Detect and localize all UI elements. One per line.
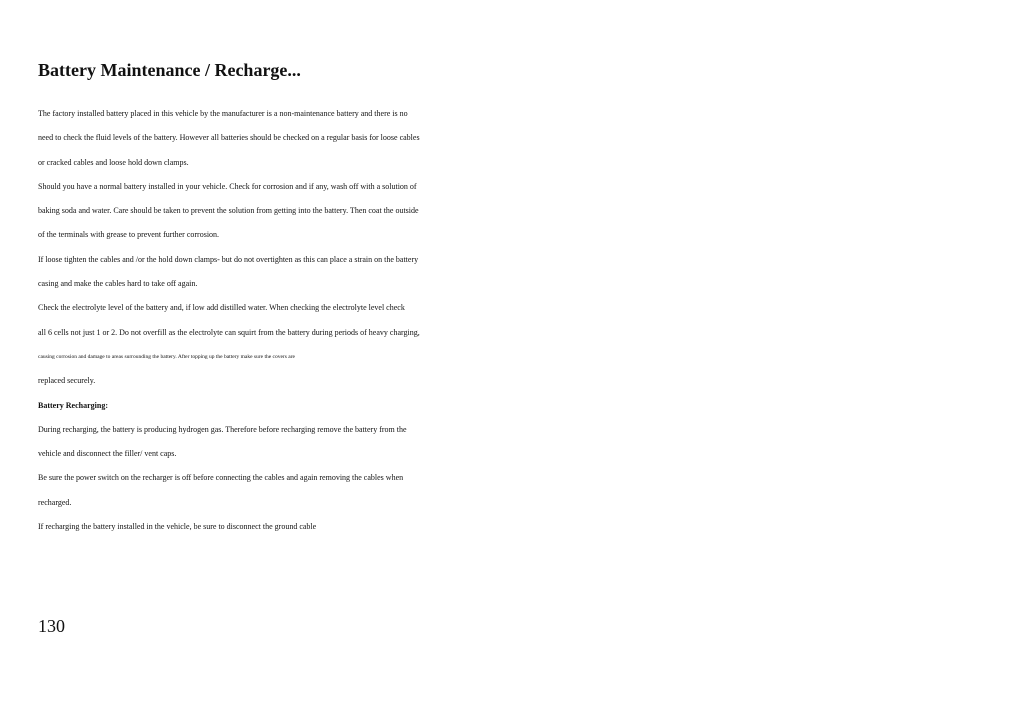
text-line: Check the electrolyte level of the battery and, if low add distilled water. When checking the electrolyte level check — [38, 303, 405, 313]
text-line: baking soda and water. Care should be taken to prevent the solution from getting into the battery. Then coat the outside — [38, 206, 419, 216]
text-line: During recharging, the battery is producing hydrogen gas. Therefore before recharging remove the battery from the — [38, 424, 407, 434]
text-line: all 6 cells not just 1 or 2. Do not overfill as the electrolyte can squirt from the battery during periods of heavy charging, — [38, 327, 420, 337]
text-line: casing and make the cables hard to take off again. — [38, 279, 198, 289]
section-title: Battery Maintenance / Recharge... — [38, 60, 301, 80]
text-line: causing corrosion and damage to areas surrounding the battery. After topping up the battery make sure the covers are — [38, 353, 295, 360]
text-line: replaced securely. — [38, 376, 96, 386]
text-line: vehicle and disconnect the filler/ vent caps. — [38, 449, 177, 459]
text-line: If recharging the battery installed in the vehicle, be sure to disconnect the ground cable — [38, 522, 317, 532]
text-line: recharged. — [38, 497, 72, 507]
text-line: If loose tighten the cables and /or the hold down clamps- but do not overtighten as this can place a strain on the battery — [38, 254, 419, 264]
text-line: or cracked cables and loose hold down clamps. — [38, 157, 189, 167]
text-line: The factory installed battery placed in this vehicle by the manufacturer is a non-maintenance battery and there is no — [38, 109, 408, 118]
subsection-heading: Battery Recharging: — [38, 400, 108, 410]
text-line: Be sure the power switch on the recharger is off before connecting the cables and again removing the cables when — [38, 473, 404, 483]
body-text — [38, 102, 1003, 539]
text-line: of the terminals with grease to prevent further corrosion. — [38, 230, 220, 240]
text-line: Should you have a normal battery installed in your vehicle. Check for corrosion and if any, wash off with a solution of — [38, 181, 417, 191]
document-page — [38, 58, 1003, 539]
spacer — [38, 82, 1003, 102]
page-number: 130 — [38, 616, 65, 636]
text-line: need to check the fluid levels of the battery. However all batteries should be checked on a regular basis for loose cables — [38, 133, 420, 143]
